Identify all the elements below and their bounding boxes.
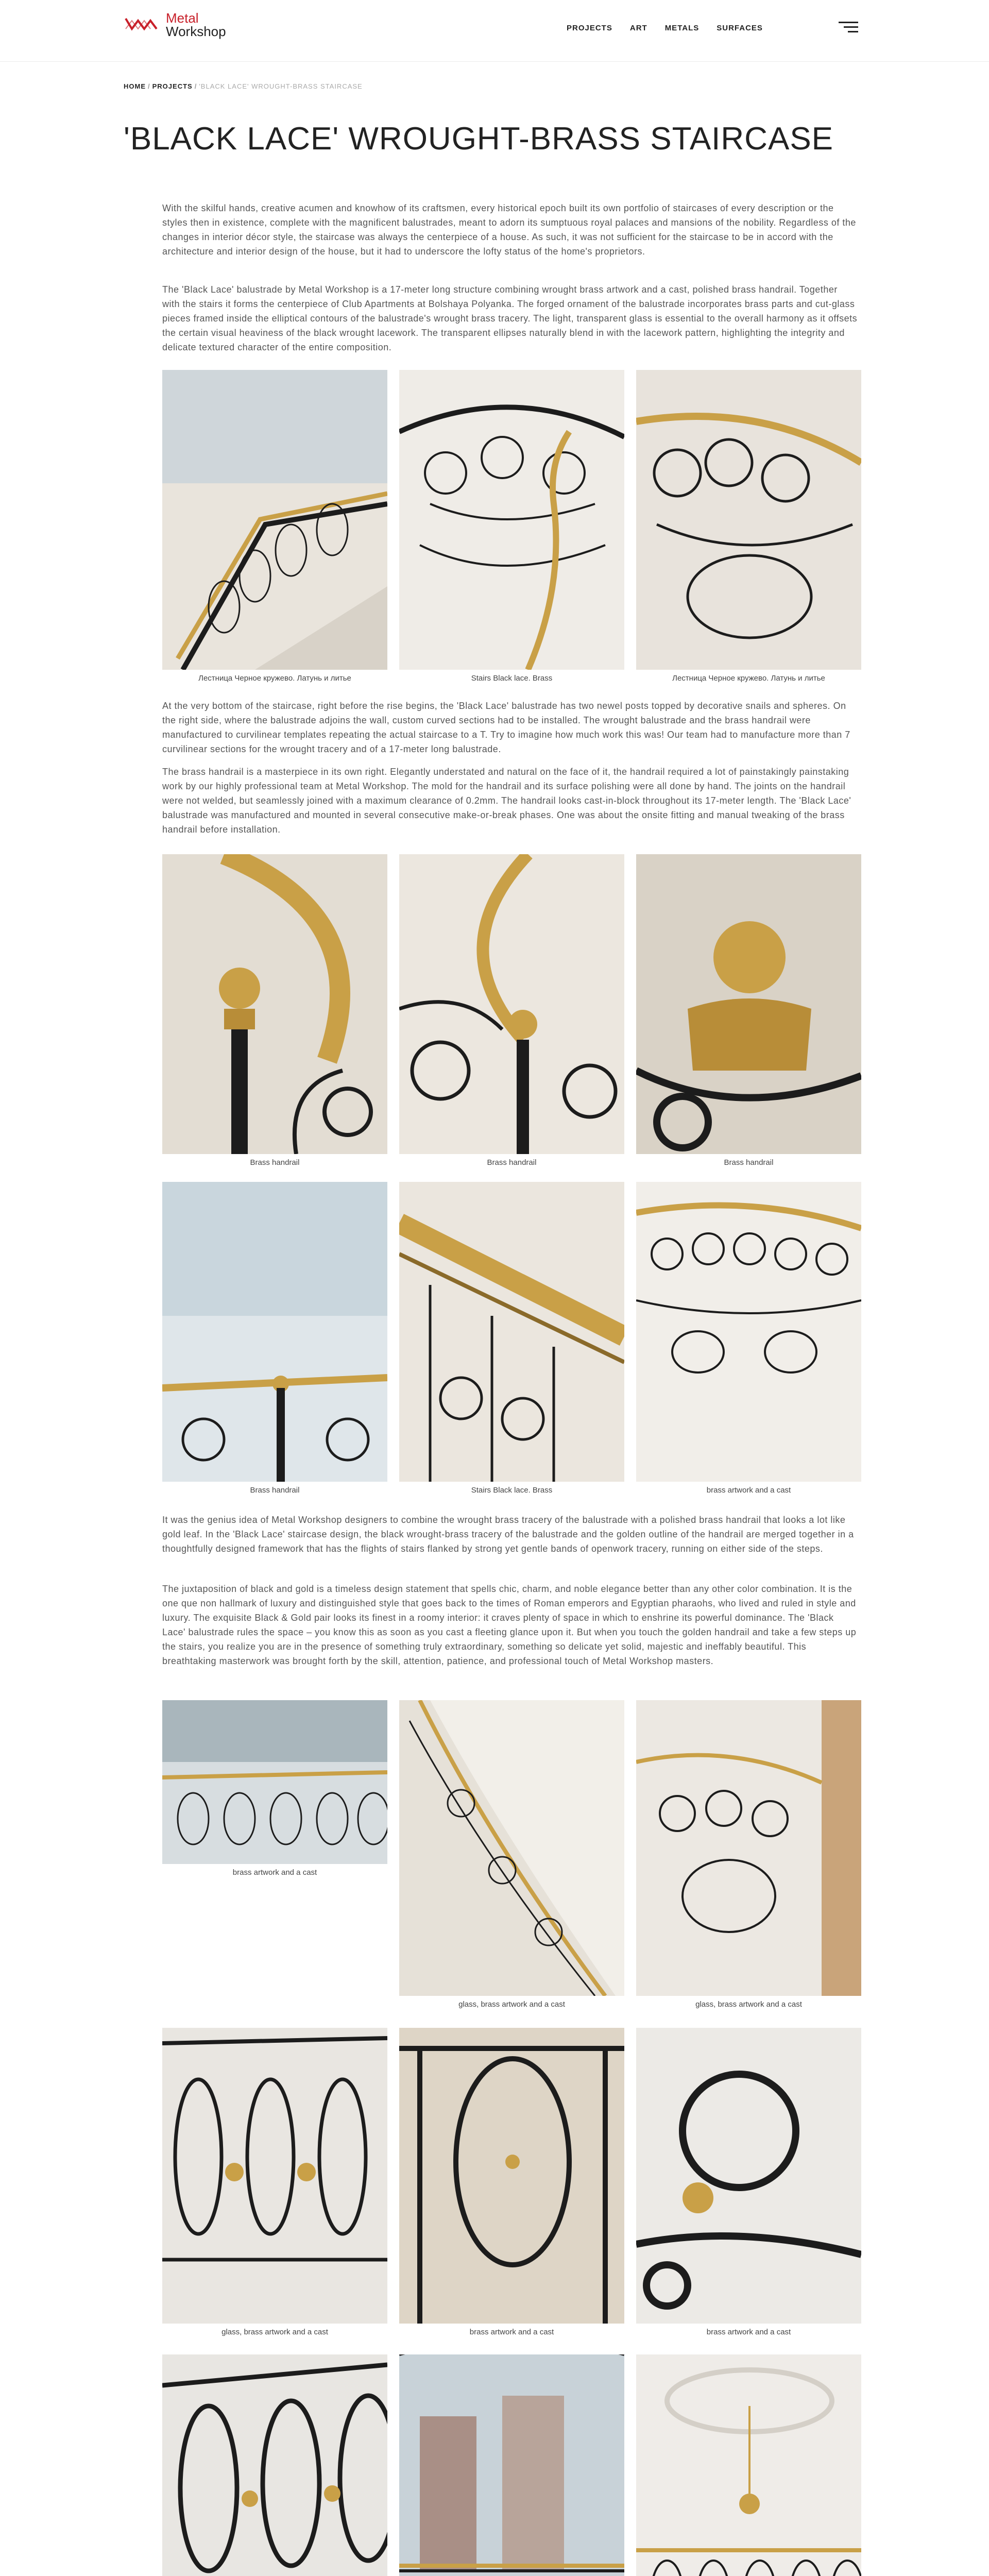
gallery-photo-6[interactable] (636, 854, 861, 1154)
gallery-photo-5[interactable] (399, 854, 624, 1154)
gallery-caption-4: Brass handrail (250, 1158, 300, 1167)
intro-paragraph-2: The 'Black Lace' balustrade by Metal Workshop is a 17-meter long structure combining wrought brass artwork and a cast, polished brass handrail. Together with the stairs it forms the centerpiece of Club Apartments at Bolshaya Polyanka. The forged ornament of the balustrade incorporates brass parts and cut-glass pieces framed inside the elliptical contours of the balustrade's wrought brass tracery. The light, transparent glass is essential to the overall harmony as it offsets the certain visual heaviness of the black wrought lacework. The transparent ellipses naturally blend in with the lacework pattern, highlighting the integrity and delicate textured character of the entire composition. (162, 284, 858, 352)
gallery-caption-13: glass, brass artwork and a cast (221, 2328, 328, 2336)
gallery-caption-2: Stairs Black lace. Brass (471, 674, 553, 683)
gallery-photo-10[interactable] (162, 1700, 387, 1864)
nav-surfaces[interactable]: SURFACES (717, 24, 763, 32)
gallery-caption-7: Brass handrail (250, 1486, 300, 1495)
gallery-photo-2[interactable] (399, 370, 624, 670)
menu-icon[interactable] (839, 22, 858, 35)
gallery-caption-3: Лестница Черное кружево. Латунь и литье (672, 674, 825, 683)
nav-metals[interactable]: METALS (664, 24, 700, 32)
paragraph-6: The juxtaposition of black and gold is a timeless design statement that spells chic, charm, and noble elegance better than any other color combination. It is the one que non hallmark of luxury and distinguished style that goes back to the times of Roman emperors and Egyptian pharaohs, who lived and ruled in style and luxury. The exquisite Black & Gold pair looks its finest in a roomy interior: it craves plenty of space in which to enshrine its powerful dominance. The 'Black Lace' balustrade rules the space – you know this as soon as you cast a fleeting glance upon it. But when you touch the golden handrail and take a few steps up the stairs, you realize you are in the presence of something truly extraordinary, something so delicate yet solid, majestic and ineffably beautiful. This breathtaking masterwork was brought forth by the skill, attention, patience, and professional touch of Metal Workshop masters. (162, 1584, 857, 1666)
gallery-photo-4[interactable] (162, 854, 387, 1154)
page-title: 'BLACK LACE' WROUGHT-BRASS STAIRCASE (124, 121, 834, 157)
paragraph-4: The brass handrail is a masterpiece in its own right. Elegantly understated and natural on the face of it, the handrail required a lot of painstakingly painstaking work by our highly professional team at Metal Workshop. The mold for the handrail and its surface polishing were all done by hand. The joints on the handrail were not welded, but seamlessly joined with a maximum clearance of 0.2mm. The handrail looks cast-in-block throughout its 17-meter length. The 'Black Lace' balustrade was manufactured and mounted in several consecutive make-or-break phases. One was about the onsite fitting and manual tweaking of the brass handrail before installation. (162, 767, 851, 835)
breadcrumb: HOME / PROJECTS / 'BLACK LACE' WROUGHT-BRASS STAIRCASE (124, 82, 363, 90)
site-logo[interactable] (124, 11, 226, 38)
gallery-caption-1: Лестница Черное кружево. Латунь и литье (198, 674, 351, 683)
gallery-photo-3[interactable] (636, 370, 861, 670)
intro-paragraph-1: With the skilful hands, creative acumen and knowhow of its craftsmen, every historical epoch built its own portfolio of staircases of every description or the styles then in existence, complete with the magnificent balustrades, meant to adorn its sumptuous royal palaces and mansions of the nobility. Regardless of the changes in interior décor style, the staircase was always the centerpiece of a house. As such, it was not sufficient for the staircase to be in accord with the architecture and interior design of the house, but it had to underscore the lofty status of the home's proprietors. (162, 203, 856, 257)
paragraph-3: At the very bottom of the staircase, right before the rise begins, the 'Black Lace' balustrade has two newel posts topped by decorative snails and spheres. On the right side, where the balustrade adjoins the wall, custom curved sections had to be installed. The wrought balustrade and the brass handrail were manufactured to curvilinear templates repeating the actual staircase to a T. Try to imagine how much work this was! Our team had to manufacture more than 7 curvilinear sections for the wrought tracery and of a 17-meter long balustrade. (162, 701, 850, 754)
gallery-caption-12: glass, brass artwork and a cast (695, 2000, 802, 2009)
logo-line1: Metal (166, 10, 199, 26)
gallery-caption-10: brass artwork and a cast (232, 1868, 317, 1877)
gallery-caption-5: Brass handrail (487, 1158, 537, 1167)
paragraph-5: It was the genius idea of Metal Workshop designers to combine the wrought brass tracery of the balustrade with a polished brass handrail that looks a lot like gold leaf. In the 'Black Lace' staircase design, the black wrought-brass tracery of the balustrade and the golden outline of the handrail are merged together in a thoughtfully designed framework that has the flights of stairs flanked by strong yet gentle bands of openwork tracery, running on either side of the steps. (162, 1515, 854, 1554)
gallery-photo-13[interactable] (162, 2028, 387, 2324)
gallery-caption-15: brass artwork and a cast (706, 2328, 791, 2336)
nav-projects[interactable]: PROJECTS (567, 24, 612, 32)
gallery-caption-6: Brass handrail (724, 1158, 774, 1167)
gallery-photo-7[interactable] (162, 1182, 387, 1482)
gallery-photo-8[interactable] (399, 1182, 624, 1482)
logo-line2: Workshop (166, 24, 226, 39)
nav-art[interactable]: ART (629, 24, 647, 32)
gallery-photo-1[interactable] (162, 370, 387, 670)
gallery-photo-15[interactable] (636, 2028, 861, 2324)
breadcrumb-home[interactable]: HOME (124, 82, 146, 90)
gallery-photo-17[interactable] (399, 2354, 624, 2576)
breadcrumb-current: 'BLACK LACE' WROUGHT-BRASS STAIRCASE (199, 82, 363, 90)
site-header (0, 0, 989, 62)
gallery-caption-11: glass, brass artwork and a cast (458, 2000, 565, 2009)
gallery-caption-9: brass artwork and a cast (706, 1486, 791, 1495)
gallery-caption-8: Stairs Black lace. Brass (471, 1486, 553, 1495)
gallery-caption-14: brass artwork and a cast (469, 2328, 554, 2336)
gallery-photo-11[interactable] (399, 1700, 624, 1996)
gallery-photo-14[interactable] (399, 2028, 624, 2324)
gallery-photo-16[interactable] (162, 2354, 387, 2576)
main-nav (567, 24, 763, 32)
logo-mark-icon (124, 13, 160, 36)
gallery-photo-12[interactable] (636, 1700, 861, 1996)
gallery-photo-18[interactable] (636, 2354, 861, 2576)
gallery-photo-9[interactable] (636, 1182, 861, 1482)
breadcrumb-projects[interactable]: PROJECTS (152, 82, 193, 90)
